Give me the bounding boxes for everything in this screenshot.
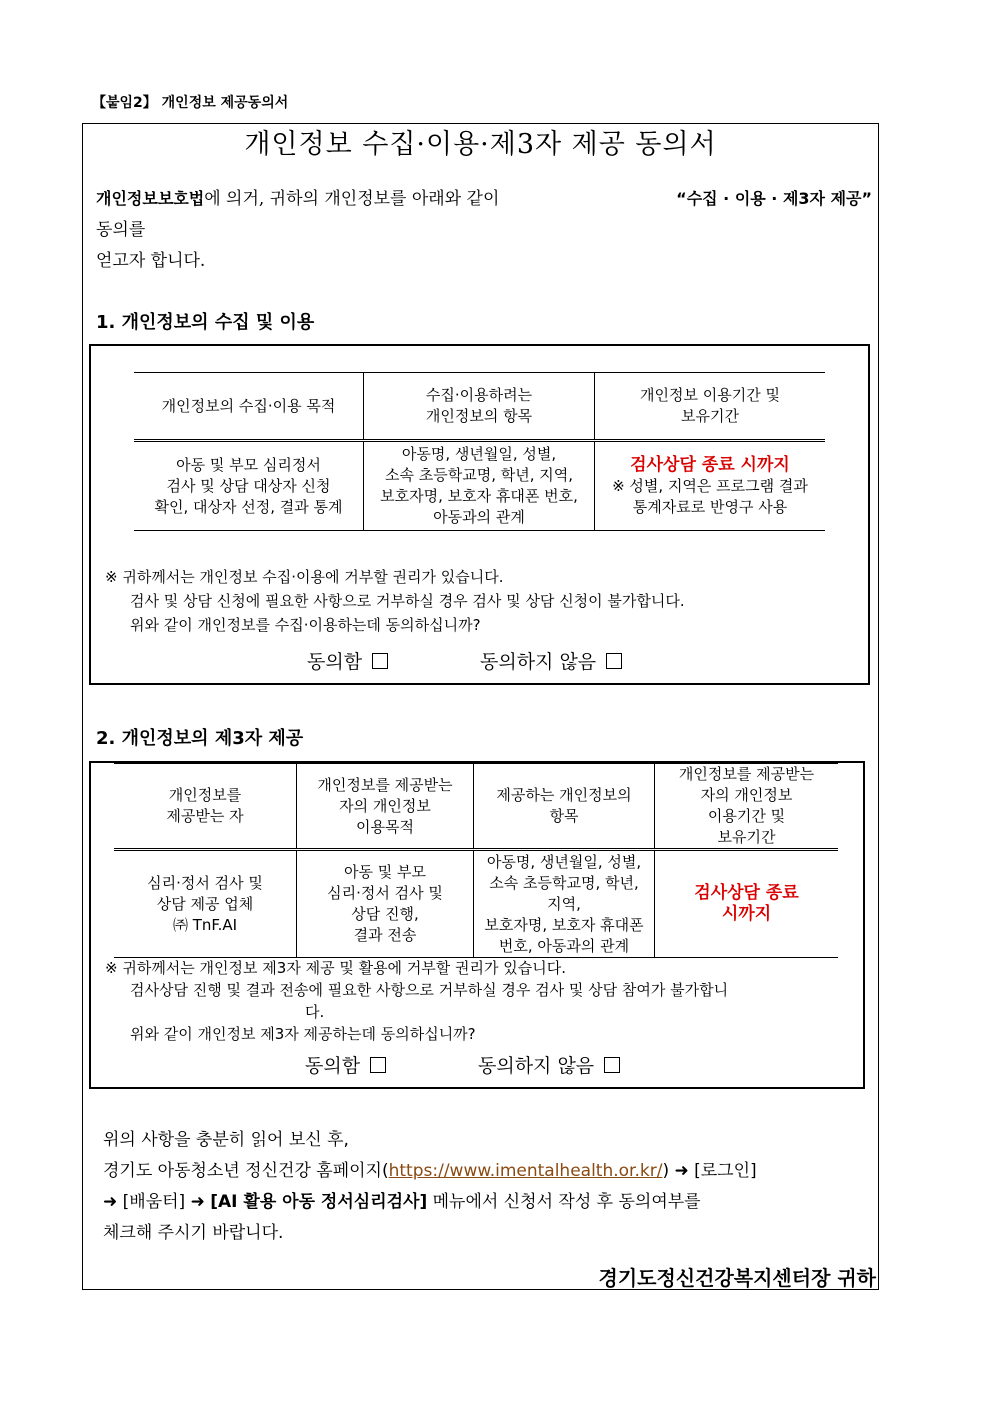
s1-header-items: 수집·이용하려는 개인정보의 항목 — [364, 373, 595, 441]
s1-note-2: 검사 및 상담 신청에 필요한 사항으로 거부하실 경우 검사 및 상담 신청이 불가합니다. — [130, 592, 685, 610]
closing-line-2b: ) ➜ [로그인] — [662, 1161, 757, 1181]
s2-header-purpose: 개인정보를 제공받는 자의 개인정보 이용목적 — [297, 764, 474, 850]
section2-table — [114, 763, 838, 958]
s2-note-2: 검사상담 진행 및 결과 전송에 필요한 사항으로 거부하실 경우 검사 및 상담 참여가 불가합니 — [130, 981, 729, 999]
s2-notes — [105, 957, 867, 1045]
signature: 경기도정신건강복지센터장 귀하 — [598, 1266, 876, 1290]
section1-heading: 1. 개인정보의 수집 및 이용 — [96, 312, 315, 333]
s2-header-period: 개인정보를 제공받는 자의 개인정보 이용기간 및 보유기간 — [655, 764, 839, 850]
closing-line-2 — [103, 1156, 869, 1187]
s2-header-items: 제공하는 개인정보의 항목 — [474, 764, 655, 850]
s2-recipient-cell: 심리·정서 검사 및 상담 제공 업체 ㈜ TnF.AI — [114, 850, 297, 958]
closing-line-3b: 메뉴에서 신청서 작성 후 동의여부를 — [427, 1192, 701, 1212]
intro-quoted: “수집 · 이용 · 제3자 제공” — [676, 189, 872, 208]
s1-notes — [105, 565, 865, 637]
s1-period-red: 검사상담 종료 시까지 — [630, 454, 790, 475]
document-title: 개인정보 수집·이용·제3자 제공 동의서 — [244, 129, 717, 160]
s2-agree-option[interactable] — [305, 1051, 386, 1078]
s1-header-purpose: 개인정보의 수집·이용 목적 — [134, 373, 364, 441]
section1-table — [134, 372, 825, 531]
s1-agree-option[interactable] — [307, 647, 388, 674]
s2-agree-checkbox[interactable] — [370, 1057, 386, 1073]
s2-purpose-cell: 아동 및 부모 심리·정서 검사 및 상담 진행, 결과 전송 — [297, 850, 474, 958]
s1-purpose-cell: 아동 및 부모 심리정서 검사 및 상담 대상자 신청 확인, 대상자 선정, 결과 통계 — [134, 441, 364, 531]
s1-items-cell: 아동명, 생년월일, 성별, 소속 초등학교명, 학년, 지역, 보호자명, 보호자 휴대폰 번호, 아동과의 관계 — [364, 441, 595, 531]
s2-note-1: ※ 귀하께서는 개인정보 제3자 제공 및 활용에 거부할 권리가 있습니다. — [105, 959, 567, 977]
intro-text-2: 동의를 — [96, 220, 146, 240]
closing-line-2a: 경기도 아동청소년 정신건강 홈페이지( — [103, 1161, 389, 1181]
document-frame — [82, 123, 879, 1290]
s2-disagree-label: 동의하지 않음 — [478, 1055, 595, 1077]
closing-line-1: 위의 사항을 충분히 읽어 보신 후, — [103, 1130, 349, 1150]
section2-heading: 2. 개인정보의 제3자 제공 — [96, 728, 304, 749]
homepage-link[interactable]: https://www.imentalhealth.or.kr/ — [388, 1161, 663, 1181]
s2-note-3: 위와 같이 개인정보 제3자 제공하는데 동의하십니까? — [130, 1025, 476, 1043]
s1-header-period: 개인정보 이용기간 및 보유기간 — [595, 373, 826, 441]
attachment-tag: 【붙임2】 개인정보 제공동의서 — [92, 95, 289, 111]
s1-disagree-checkbox[interactable] — [606, 653, 622, 669]
closing-line-3a: ➜ [배움터] ➜ — [103, 1192, 211, 1212]
intro-text-3: 얻고자 합니다. — [96, 251, 206, 271]
s1-agree-label: 동의함 — [307, 651, 363, 673]
s2-disagree-checkbox[interactable] — [604, 1057, 620, 1073]
law-name: 개인정보보호법 — [96, 189, 205, 208]
s1-period-note: ※ 성별, 지역은 프로그램 결과 통계자료로 반영구 사용 — [612, 476, 808, 516]
s1-agree-checkbox[interactable] — [372, 653, 388, 669]
s1-disagree-label: 동의하지 않음 — [480, 651, 597, 673]
menu-name: [AI 활용 아동 정서심리검사] — [210, 1192, 428, 1212]
closing-line-3 — [103, 1187, 869, 1218]
s1-note-1: ※ 귀하께서는 개인정보 수집·이용에 거부할 권리가 있습니다. — [105, 568, 504, 586]
closing-paragraph — [103, 1125, 869, 1249]
s2-header-recipient: 개인정보를 제공받는 자 — [114, 764, 297, 850]
s2-disagree-option[interactable] — [478, 1051, 620, 1078]
intro-text-1: 에 의거, 귀하의 개인정보를 아래와 같이 — [204, 189, 500, 209]
s2-agree-label: 동의함 — [305, 1055, 361, 1077]
s2-period-cell: 검사상담 종료 시까지 — [655, 850, 839, 958]
intro-paragraph — [96, 183, 872, 277]
s1-disagree-option[interactable] — [480, 647, 622, 674]
s1-period-cell — [595, 441, 826, 531]
s2-items-cell: 아동명, 생년월일, 성별, 소속 초등학교명, 학년, 지역, 보호자명, 보호자 휴대폰 번호, 아동과의 관계 — [474, 850, 655, 958]
closing-line-4: 체크해 주시기 바랍니다. — [103, 1223, 284, 1243]
s1-note-3: 위와 같이 개인정보를 수집·이용하는데 동의하십니까? — [130, 616, 481, 634]
s2-note-2b: 다. — [305, 1003, 325, 1021]
